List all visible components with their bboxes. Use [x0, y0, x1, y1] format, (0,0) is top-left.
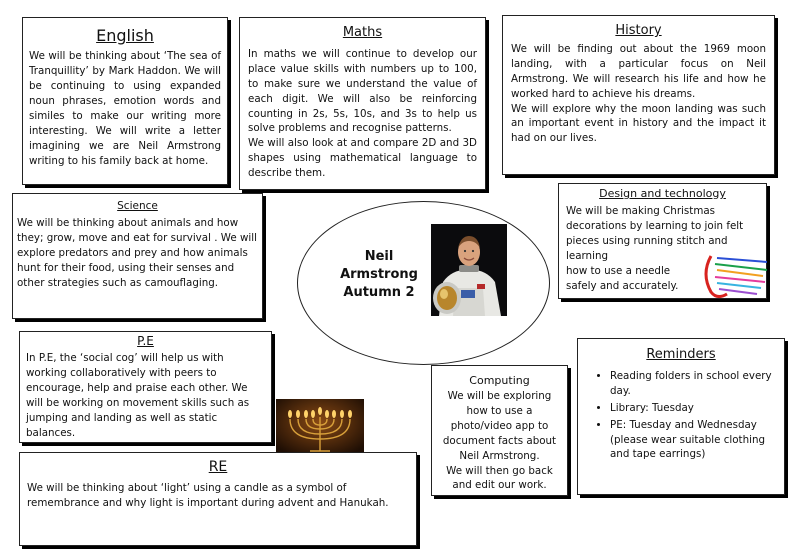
re-text: We will be thinking about ‘light’ using a candle as a symbol of remembrance and why light is important during advent and Hanukah. — [27, 482, 389, 510]
menorah-photo — [276, 399, 364, 457]
pe-title: P.E — [137, 334, 154, 348]
computing-panel — [431, 365, 568, 496]
topic-name: Neil Armstrong — [340, 249, 418, 283]
re-title: RE — [208, 459, 228, 475]
maths-text-2: We will also look at and compare 2D and 3D shapes using mathematical language to describe them. — [248, 137, 477, 180]
history-title: History — [615, 23, 662, 38]
maths-panel — [239, 17, 486, 190]
reminders-list — [584, 369, 778, 463]
design-technology-text-2: how to use a needle safely and accurately. — [566, 264, 679, 292]
pe-text: In P.E, the ‘social cog’ will help us with working collaboratively with peers to encourage, help and praise each other. We will be working on movement skills such as jumping and landing as well as static balances. — [26, 352, 250, 439]
maths-title: Maths — [342, 25, 383, 40]
reminder-item: • Reading folders in school every day. — [610, 369, 778, 399]
english-panel — [22, 17, 228, 185]
computing-title: Computing — [469, 374, 530, 387]
design-technology-panel — [558, 183, 767, 299]
topic-ellipse — [297, 201, 550, 365]
design-technology-title: Design and technology — [599, 187, 726, 200]
maths-text-1: In maths we will continue to develop our place value skills with numbers up to 100, to make sure we understand the value of each digit. We will also be reinforcing counting in 2s, 5s, 10s, and 3s to help us solve problems and recognise patterns. — [248, 47, 477, 135]
history-text-2: We will explore why the moon landing was such an important event in history and the impact it had on our lives. — [511, 102, 766, 145]
topic-term: Autumn 2 — [343, 285, 415, 301]
pe-panel — [19, 331, 272, 443]
reminders-panel — [577, 338, 785, 495]
topic-title — [326, 248, 432, 303]
re-panel — [19, 452, 417, 546]
science-panel — [12, 193, 263, 319]
reminder-item: • PE: Tuesday and Wednesday (please wear suitable clothing and tape earrings) — [610, 418, 778, 463]
needles-thread-icon — [701, 250, 771, 302]
english-text: We will be thinking about ‘The sea of Tranquillity’ by Mark Haddon. We will be continuing to using expanded noun phrases, emotion words and similes to make our writing more interesting. We will write a letter imagining we are Neil Armstrong writing to his family back at home. — [29, 50, 221, 167]
history-panel — [502, 15, 775, 175]
reminders-title: Reminders — [646, 347, 716, 362]
reminder-item: • Library: Tuesday — [610, 401, 778, 416]
design-technology-text-1: We will be making Christmas decorations by learning to join felt pieces using running stitch and learning — [566, 204, 744, 262]
english-title: English — [96, 26, 154, 45]
science-text: We will be thinking about animals and how they; grow, move and eat for survival . We will explore predators and prey and how animals hunt for their food, using their senses and other strategies such as camouflaging. — [17, 217, 257, 289]
history-text-1: We will be finding out about the 1969 moon landing, with a particular focus on Neil Armstrong. We will research his life and how he worked hard to achieve his dreams. — [511, 42, 766, 100]
astronaut-photo — [431, 224, 507, 316]
computing-text-1: We will be exploring how to use a photo/video app to document facts about Neil Armstrong. — [442, 389, 557, 462]
computing-text-2: We will then go back and edit our work. — [446, 464, 553, 492]
science-title: Science — [117, 200, 158, 212]
